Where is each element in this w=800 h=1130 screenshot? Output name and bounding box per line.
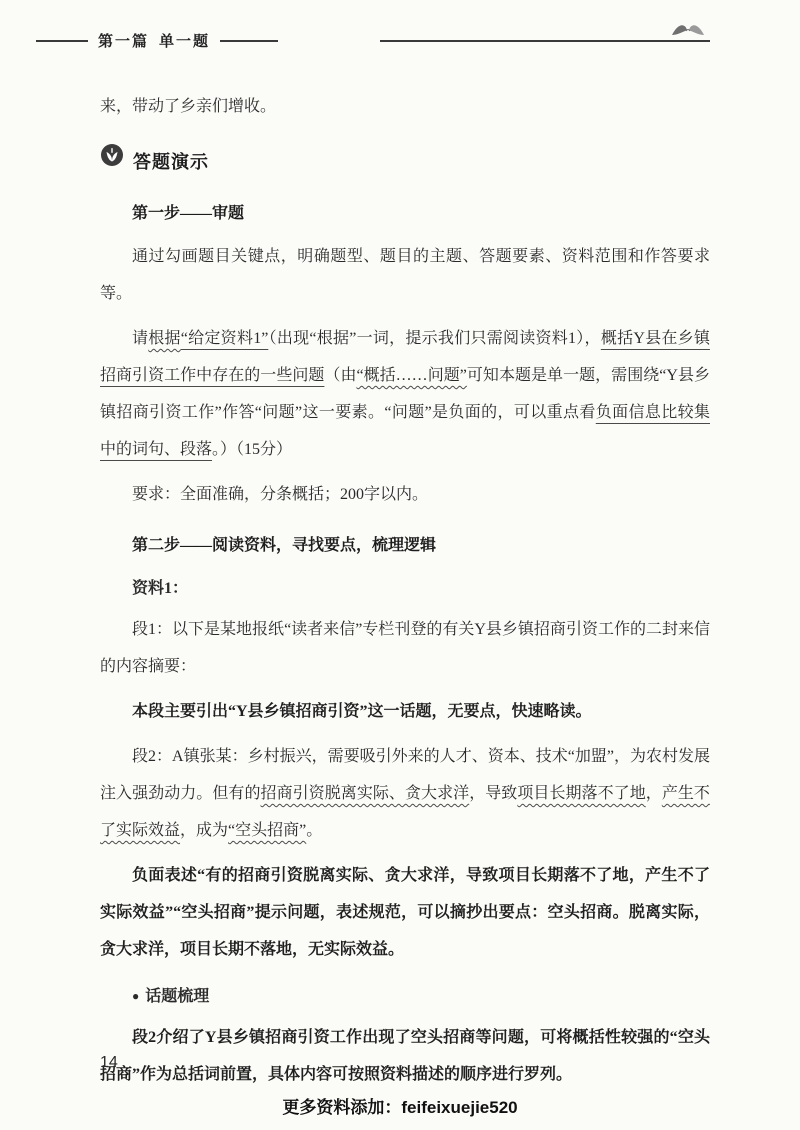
text-segment: 项目长期落不了地 xyxy=(517,785,646,802)
paragraph-requirements: 要求：全面准确，分条概括；200字以内。 xyxy=(132,486,429,503)
text-segment: 负面信息比较集中的词句、段落 xyxy=(100,404,710,458)
header-rule-right xyxy=(380,40,710,42)
text-segment: ，导致 xyxy=(469,785,518,802)
paragraph-exam-keys: 通过勾画题目关键点，明确题型、题目的主题、答题要素、资料范围和作答要求等。 xyxy=(100,248,710,302)
text-segment: “给定资料1” xyxy=(180,330,269,347)
part-label: 第一篇 xyxy=(98,33,150,50)
paragraph-topic-summary: 段2介绍了Y县乡镇招商引资工作出现了空头招商等问题，可将概括性较强的“空头招商”作为总括词前置，具体内容可按照资料描述的顺序进行罗列。 xyxy=(100,1029,710,1083)
text-segment: ，成为 xyxy=(180,822,229,839)
page-number: 14 xyxy=(100,1054,118,1071)
text-column xyxy=(100,88,710,1101)
footer-watermark: 更多资料添加：feifeixuejie520 xyxy=(282,1098,518,1117)
text-segment: 产生不了实际效益 xyxy=(100,785,710,839)
text-segment: （出现“根据”一词，提示我们只需阅读资料1）， xyxy=(268,330,601,347)
step1-heading: 第一步——审题 xyxy=(132,205,245,222)
header-rule-mid xyxy=(220,40,278,42)
text-segment: （由 xyxy=(324,367,357,384)
text-segment: 根据 xyxy=(148,330,181,347)
header-left xyxy=(36,30,278,51)
sprout-badge-icon xyxy=(100,143,124,181)
chapter-label: 单一题 xyxy=(159,33,211,50)
paragraph-question-analysis xyxy=(100,320,710,468)
answer-demo-heading xyxy=(100,143,710,181)
leaf-ornament-icon xyxy=(668,20,708,45)
lead-paragraph: 来，带动了乡亲们增收。 xyxy=(100,98,277,115)
answer-demo-title: 答题演示 xyxy=(133,151,209,172)
step2-heading: 第二步——阅读资料，寻找要点，梳理逻辑 xyxy=(132,537,437,554)
running-header xyxy=(36,30,710,51)
text-segment: 可知本题是单一题，需围绕“Y县乡镇招商引资工作”作答“问题”这一要素。“问题”是负面的，可以重点看 xyxy=(100,367,710,421)
header-rule-left xyxy=(36,40,88,42)
text-segment: ， xyxy=(645,785,662,802)
text-segment: 段2：A镇张某：乡村振兴，需要吸引外来的人才、资本、技术“加盟”，为农村发展注入强劲动力。但有的 xyxy=(100,748,710,802)
paragraph-comment-1: 本段主要引出“Y县乡镇招商引资”这一话题，无要点，快速略读。 xyxy=(132,703,592,720)
material-label: 资料1： xyxy=(132,580,189,597)
paragraph-material-1: 段1：以下是某地报纸“读者来信”专栏刊登的有关Y县乡镇招商引资工作的二封来信的内容摘要： xyxy=(100,621,710,675)
text-segment: 。）（15分） xyxy=(212,441,293,458)
paragraph-material-2 xyxy=(100,738,710,849)
text-segment: 概括Y县在乡镇招商引资工作中存在的一些问题 xyxy=(100,330,710,384)
text-segment: “概括……问题” xyxy=(356,367,467,384)
paragraph-comment-2: 负面表述“有的招商引资脱离实际、贪大求洋，导致项目长期落不了地，产生不了实际效益”“空头招商”提示问题，表述规范，可以摘抄出要点：空头招商。脱离实际，贪大求洋，项目长期不落地，无实际效益。 xyxy=(100,867,710,958)
text-segment: 请 xyxy=(132,330,149,347)
text-segment: 招商引资脱离实际、贪大求洋 xyxy=(260,785,470,802)
topic-sorting-heading xyxy=(100,978,710,1015)
header-right xyxy=(380,40,710,42)
topic-sorting-label: 话题梳理 xyxy=(145,988,210,1005)
text-segment: 。 xyxy=(306,822,323,839)
text-segment: “空头招商” xyxy=(228,822,307,839)
bullet-icon: ● xyxy=(132,989,140,1003)
